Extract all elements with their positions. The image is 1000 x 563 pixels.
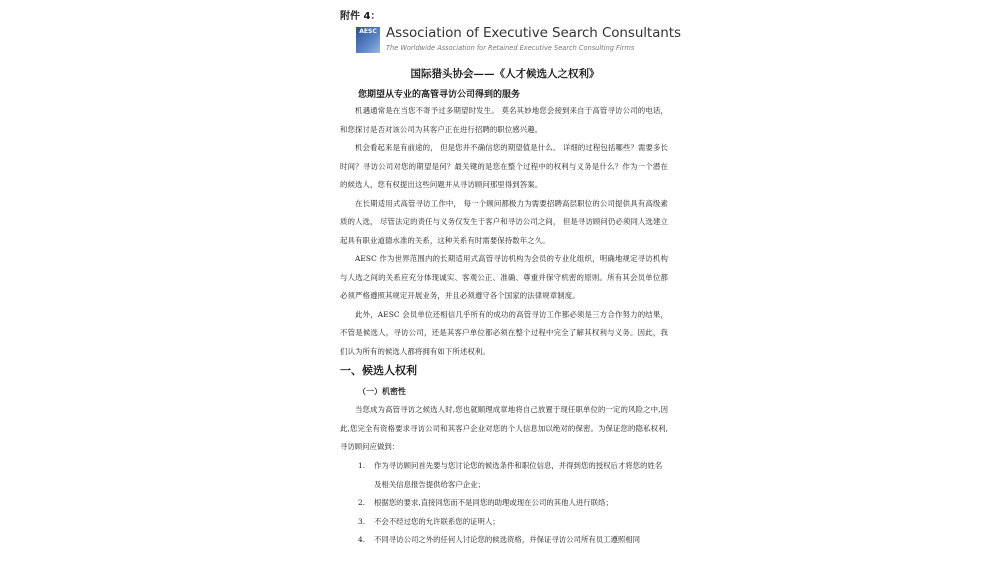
list-number: 2. [358,498,366,507]
list-text: 不同寻访公司之外的任何人讨论您的候选资格，并保证寻访公司所有员工遵照相同 [374,535,641,544]
paragraph: 此外，AESC 会员单位还相信几乎所有的成功的高管寻访工作都必须是三方合作努力的结果，不管是候选人，寻访公司，还是其客户单位都必须在整个过程中完全了解其权利与义务。因此，我们认为所有的候选人都将拥有如下所述权利。 [340,309,668,356]
paragraph: 机会看起来是有前途的， 但是您并不确信您的期望值是什么。 详细的过程包括哪些？需要多长时间？寻访公司对您的期望是何？最关键的是您在整个过程中的权利与义务是什么？作为一个潜在的候选人，您有权提出这些问题并从寻访顾问那里得到答案。 [340,143,668,189]
section-heading: 一、候选人权利 [340,364,417,377]
document-title: 国际猎头协会——《人才候选人之权利》 [410,68,600,80]
rights-list [340,457,668,550]
list-text: 不会不经过您的允许联系您的证明人； [374,516,500,526]
section-intro [340,401,668,457]
aesc-logo-mark: AESC [356,27,380,53]
list-text: 根据您的要求,直接同您而不是同您的助理或现在公司的其他人进行联络； [374,498,613,507]
list-number: 1. [358,461,366,470]
aesc-logo-name: Association of Executive Search Consultants [386,25,681,41]
paragraph: AESC 作为世界范围内的长期适用式高管寻访机构为会员的专业化组织，明确地规定寻访机构与人选之间的关系应充分体现诚实、客观公正、准确、尊重并保守机密的原则。所有其会员单位都必须严格遵照其规定开展业务，并且必须遵守各个国家的法律规章制度。 [340,254,668,300]
paragraph: 当您成为高管寻访之候选人时,您也就顺理成章地将自己放置于现任职单位的一定的风险之中,因此,您完全有资格要求寻访公司和其客户企业对您的个人信息加以绝对的保密。为保证您的隐私权利,寻访顾问应做到： [340,405,668,451]
attachment-label: 附件 4： [340,11,381,22]
document-page [330,0,680,563]
list-item [340,494,668,513]
paragraph: 机遇通常是在当您不寄予过多期望时发生。 莫名其妙地您会接到来自于高管寻访公司的电话，和您探讨是否对该公司为其客户正在进行招聘的职位感兴趣。 [340,106,668,134]
aesc-logo-tagline: The Worldwide Association for Retained Executive Search Consulting Firms [386,44,635,52]
list-number: 4. [358,535,366,544]
list-item [340,531,668,550]
body-text [340,102,668,361]
aesc-logo [356,25,681,59]
list-number: 3. [358,516,366,526]
document-subtitle: 您期望从专业的高管寻访公司得到的服务 [358,90,521,100]
list-text: 作为寻访顾问首先要与您讨论您的候选条件和职位信息，并得到您的授权后才将您的姓名及相关信息报告提供给客户企业； [374,461,663,489]
list-item [340,513,668,532]
subsection-heading: （一）机密性 [358,386,406,396]
paragraph: 在长期适用式高管寻访工作中， 每一个顾问都极力为需要招聘高层职位的公司提供具有高级素质的人选， 尽管法定的责任与义务仅发生于客户和寻访公司之间， 但是寻访顾问仍必须同人选建立起具有职业道德水准的关系，这种关系有时需要保持数年之久。 [340,198,668,245]
list-item [340,457,668,494]
